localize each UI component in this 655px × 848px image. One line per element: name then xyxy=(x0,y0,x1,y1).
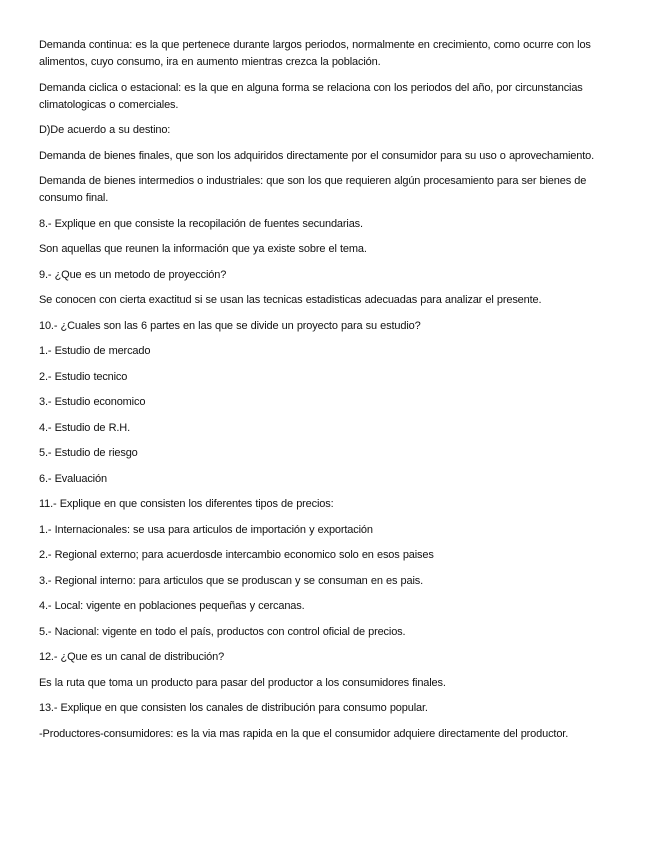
question-8: 8.- Explique en que consiste la recopilación de fuentes secundarias. xyxy=(39,217,363,230)
paragraph-bienes-finales: Demanda de bienes finales, que son los adquiridos directamente por el consumidor para su uso o aprovechamiento. xyxy=(39,149,594,162)
list-item: 5.- Estudio de riesgo xyxy=(39,447,138,459)
question-13: 13.- Explique en que consisten los canales de distribución para consumo popular. xyxy=(39,702,428,714)
question-10: 10.- ¿Cuales son las 6 partes en las que se divide un proyecto para su estudio? xyxy=(39,319,421,332)
list-item: 2.- Estudio tecnico xyxy=(39,370,128,383)
list-item: 5.- Nacional: vigente en todo el país, productos con control oficial de precios. xyxy=(39,625,406,638)
answer-9: Se conocen con cierta exactitud si se usan las tecnicas estadisticas adecuadas para analizar el presente. xyxy=(39,294,542,306)
list-item: 1.- Internacionales: se usa para articulos de importación y exportación xyxy=(39,523,373,536)
list-item: 6.- Evaluación xyxy=(39,472,107,485)
heading-destino: D)De acuerdo a su destino: xyxy=(39,124,171,136)
list-item: 3.- Regional interno: para articulos que se produscan y se consuman en es pais. xyxy=(39,574,424,587)
answer-8: Son aquellas que reunen la información que ya existe sobre el tema. xyxy=(39,243,367,255)
paragraph-demanda-ciclica: Demanda ciclica o estacional: es la que en alguna forma se relaciona con los periodos del año, por circunstancias climatologicas o comerciales. xyxy=(39,81,583,111)
paragraph-bienes-intermedios: Demanda de bienes intermedios o industriales: que son los que requieren algún procesamiento para ser bienes de consumo final. xyxy=(39,175,587,204)
list-item: 3.- Estudio economico xyxy=(39,396,146,408)
paragraph-demanda-continua: Demanda continua: es la que pertenece durante largos periodos, normalmente en crecimiento, como ocurre con los alimentos, cuyo consumo, ira en aumento mientras crezca la población. xyxy=(39,39,591,68)
list-item: 4.- Estudio de R.H. xyxy=(39,421,130,434)
list-item: 4.- Local: vigente en poblaciones pequeñas y cercanas. xyxy=(39,600,305,612)
question-9: 9.- ¿Que es un metodo de proyección? xyxy=(39,268,227,281)
list-item: 2.- Regional externo; para acuerdosde intercambio economico solo en esos paises xyxy=(39,549,434,561)
question-11: 11.- Explique en que consisten los diferentes tipos de precios: xyxy=(39,498,334,510)
question-12: 12.- ¿Que es un canal de distribución? xyxy=(39,651,225,663)
answer-13: -Productores-consumidores: es la via mas rapida en la que el consumidor adquiere directamente del productor. xyxy=(39,727,569,740)
document-body xyxy=(39,37,617,751)
answer-12: Es la ruta que toma un producto para pasar del productor a los consumidores finales. xyxy=(39,676,446,689)
list-item: 1.- Estudio de mercado xyxy=(39,345,151,357)
